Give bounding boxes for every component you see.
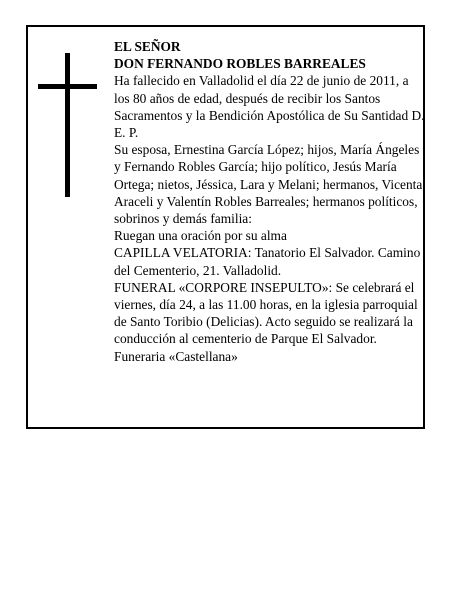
obituary-title: EL SEÑOR bbox=[114, 39, 181, 54]
cross-icon-bar bbox=[38, 84, 97, 89]
deceased-name: DON FERNANDO ROBLES BARREALES bbox=[114, 56, 366, 72]
funeral-home: Funeraria «Castellana» bbox=[114, 348, 238, 364]
cross-icon bbox=[65, 53, 70, 197]
chapel-info: CAPILLA VELATORIA: Tanatorio El Salvador. Camino del Cementerio, 21. Valladolid. bbox=[114, 245, 421, 278]
death-announcement: Ha fallecido en Valladolid el día 22 de junio de 2011, a los 80 años de edad, después de recibir los Santos Sacramentos y la Bendición Apostólica de Su Santidad D. E. P. bbox=[114, 73, 425, 141]
family-list: Su esposa, Ernestina García López; hijos, María Ángeles y Fernando Robles García; hijo político, Jesús María Ortega; nietos, Jéssica, Lara y Melani; hermanos, Vicenta, Araceli y Valentín Robles Barreales; hermanos políticos, sobrinos y demás familia: bbox=[114, 142, 426, 227]
funeral-info: FUNERAL «CORPORE INSEPULTO»: Se celebrará el viernes, día 24, a las 11.00 horas, en la iglesia parroquial de Santo Toribio (Delicias). Acto seguido se realizará la conducción al cementerio de Parque El Salvador. bbox=[114, 279, 418, 347]
prayer-request: Ruegan una oración por su alma bbox=[114, 228, 287, 244]
obituary-text bbox=[114, 38, 426, 365]
